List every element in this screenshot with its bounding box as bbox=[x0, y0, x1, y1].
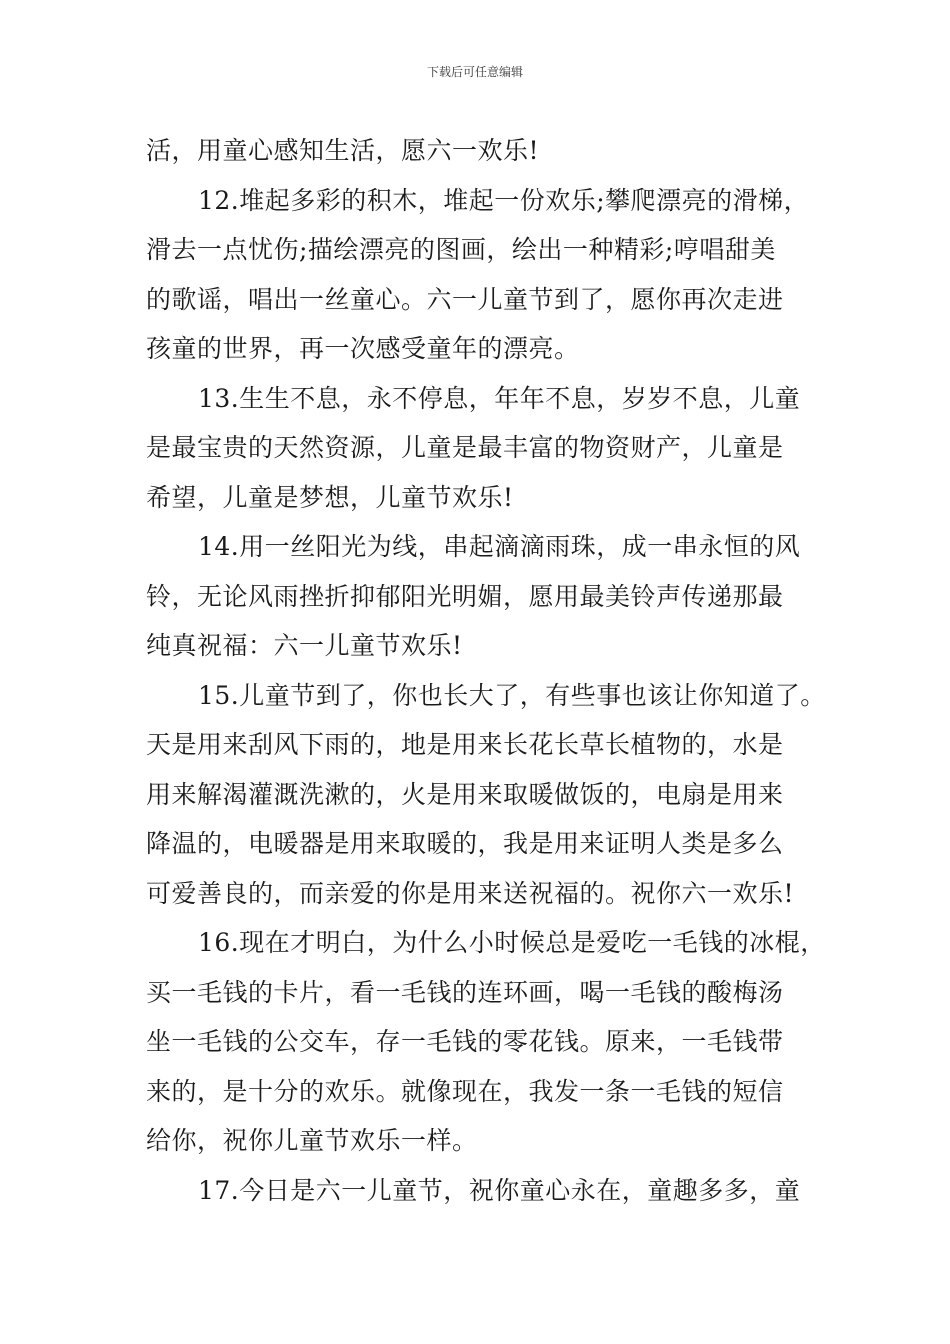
paragraph-17-start: 17.今日是六一儿童节，祝你童心永在，童趣多多，童 bbox=[198, 1175, 801, 1205]
paragraph-14-start: 14.用一丝阳光为线，串起滴滴雨珠，成一串永恒的风 bbox=[198, 532, 801, 561]
text-line: 坐一毛钱的公交车，存一毛钱的零花钱。原来，一毛钱带 bbox=[146, 1027, 784, 1056]
text-line: 买一毛钱的卡片，看一毛钱的连环画，喝一毛钱的酸梅汤 bbox=[146, 977, 784, 1007]
text-line: 纯真祝福：六一儿童节欢乐! bbox=[146, 631, 463, 660]
text-line: 是最宝贵的天然资源，儿童是最丰富的物资财产，儿童是 bbox=[146, 433, 784, 462]
text-line: 的歌谣，唱出一丝童心。六一儿童节到了，愿你再次走进 bbox=[146, 284, 784, 314]
text-line: 来的，是十分的欢乐。就像现在，我发一条一毛钱的短信 bbox=[146, 1076, 784, 1106]
paragraph-13-start: 13.生生不息，永不停息，年年不息，岁岁不息，儿童 bbox=[198, 383, 801, 413]
text-line: 给你，祝你儿童节欢乐一样。 bbox=[146, 1126, 478, 1155]
text-line: 天是用来刮风下雨的，地是用来长花长草长植物的，水是 bbox=[146, 730, 784, 759]
text-line: 铃，无论风雨挫折抑郁阳光明媚，愿用最美铃声传递那最 bbox=[146, 581, 784, 611]
text-line: 可爱善良的，而亲爱的你是用来送祝福的。祝你六一欢乐! bbox=[146, 878, 795, 908]
text-line: 滑去一点忧伤;描绘漂亮的图画，绘出一种精彩;哼唱甜美 bbox=[146, 235, 776, 264]
text-line: 用来解渴灌溉洗漱的，火是用来取暖做饭的，电扇是用来 bbox=[146, 779, 784, 809]
text-line: 希望，儿童是梦想，儿童节欢乐! bbox=[146, 482, 514, 512]
text-line: 孩童的世界，再一次感受童年的漂亮。 bbox=[146, 334, 580, 363]
page-header: 下载后可任意编辑 bbox=[426, 65, 523, 79]
paragraph-16-start: 16.现在才明白，为什么小时候总是爱吃一毛钱的冰棍， bbox=[198, 928, 826, 957]
text-line: 降温的，电暖器是用来取暖的，我是用来证明人类是多么 bbox=[146, 829, 784, 858]
document-body bbox=[146, 126, 826, 1215]
text-line: 活，用童心感知生活，愿六一欢乐! bbox=[146, 136, 540, 165]
paragraph-15-start: 15.儿童节到了，你也长大了，有些事也该让你知道了。 bbox=[198, 680, 826, 710]
paragraph-12-start: 12.堆起多彩的积木，堆起一份欢乐;攀爬漂亮的滑梯， bbox=[198, 185, 810, 215]
